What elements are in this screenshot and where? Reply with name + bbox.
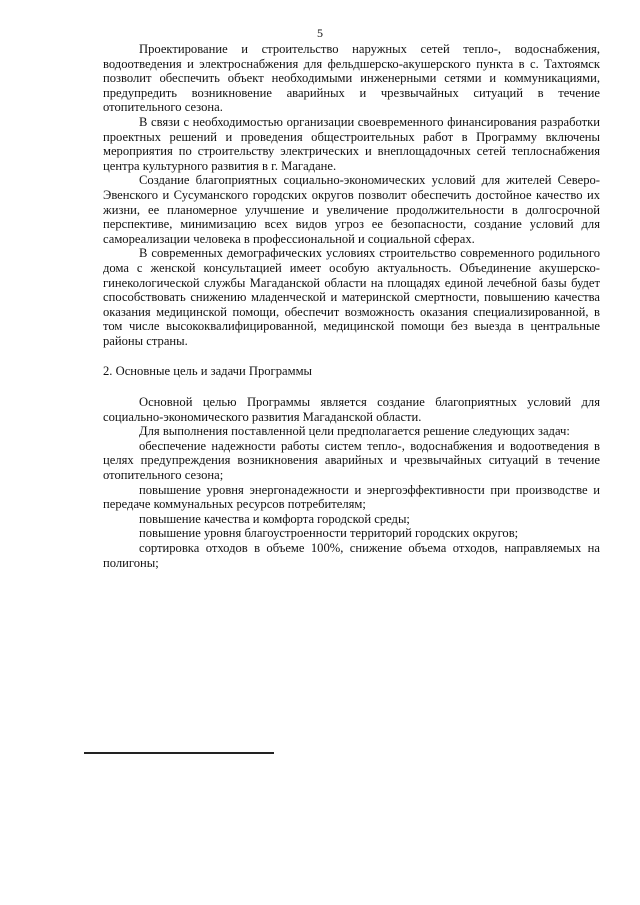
paragraph: Проектирование и строительство наружных сетей тепло-, водоснабжения, водоотведения и электроснабжения для фельдшерско-акушерского пункта в с. Тахтоямск позволит обеспечить объект необходимыми инженерными сетями и коммуникациями, предупредить возникновение аварийных и чрезвычайных ситуаций в течение отопительного сезона.: [103, 42, 600, 115]
paragraph: Создание благоприятных социально-экономических условий для жителей Северо-Эвенского и Сусуманского городских округов позволит обеспечить достойное качество их жизни, ее планомерное улучшение и увеличение продолжительности в долгосрочной перспективе, минимизацию всех видов угроз ее безопасности, создание условий для самореализации человека в профессиональной и социальной сферах.: [103, 173, 600, 246]
paragraph: Для выполнения поставленной цели предполагается решение следующих задач:: [139, 424, 570, 439]
task-item: повышение уровня энергонадежности и энергоэффективности при производстве и передаче коммунальных ресурсов потребителям;: [103, 482, 600, 512]
body-text: [103, 42, 600, 570]
paragraph: Основной целью Программы является создание благоприятных условий для социально-экономического развития Магаданской области.: [103, 395, 600, 424]
task-item: сортировка отходов в объеме 100%, снижение объема отходов, направляемых на полигоны;: [103, 541, 600, 570]
footnote-divider: [84, 752, 274, 754]
task-item: обеспечение надежности работы систем тепло-, водоснабжения и водоотведения в целях предупреждения возникновения аварийных и чрезвычайных ситуаций в течение отопительного сезона;: [103, 438, 600, 483]
section-heading: 2. Основные цель и задачи Программы: [103, 364, 313, 379]
paragraph: В связи с необходимостью организации своевременного финансирования разработки проектных решений и проведения общестроительных работ в Программу включены мероприятия по строительству электрических и внеплощадочных сетей теплоснабжения центра культурного развития в г. Магадане.: [103, 114, 600, 173]
paragraph: В современных демографических условиях строительство современного родильного дома с женской консультацией имеет особую актуальность. Объединение акушерско-гинекологической службы Магаданской области на площадях единой лечебной базы будет способствовать снижению младенческой и материнской смертности, повышению качества оказания медицинской помощи, обеспечит возможность оказания специализированной, в том числе высококвалифицированной, медицинской помощи без выезда в центральные районы страны.: [103, 246, 600, 348]
task-item: повышение качества и комфорта городской среды;: [139, 511, 410, 526]
task-item: повышение уровня благоустроенности территорий городских округов;: [139, 526, 519, 541]
page-number: 5: [317, 26, 323, 40]
